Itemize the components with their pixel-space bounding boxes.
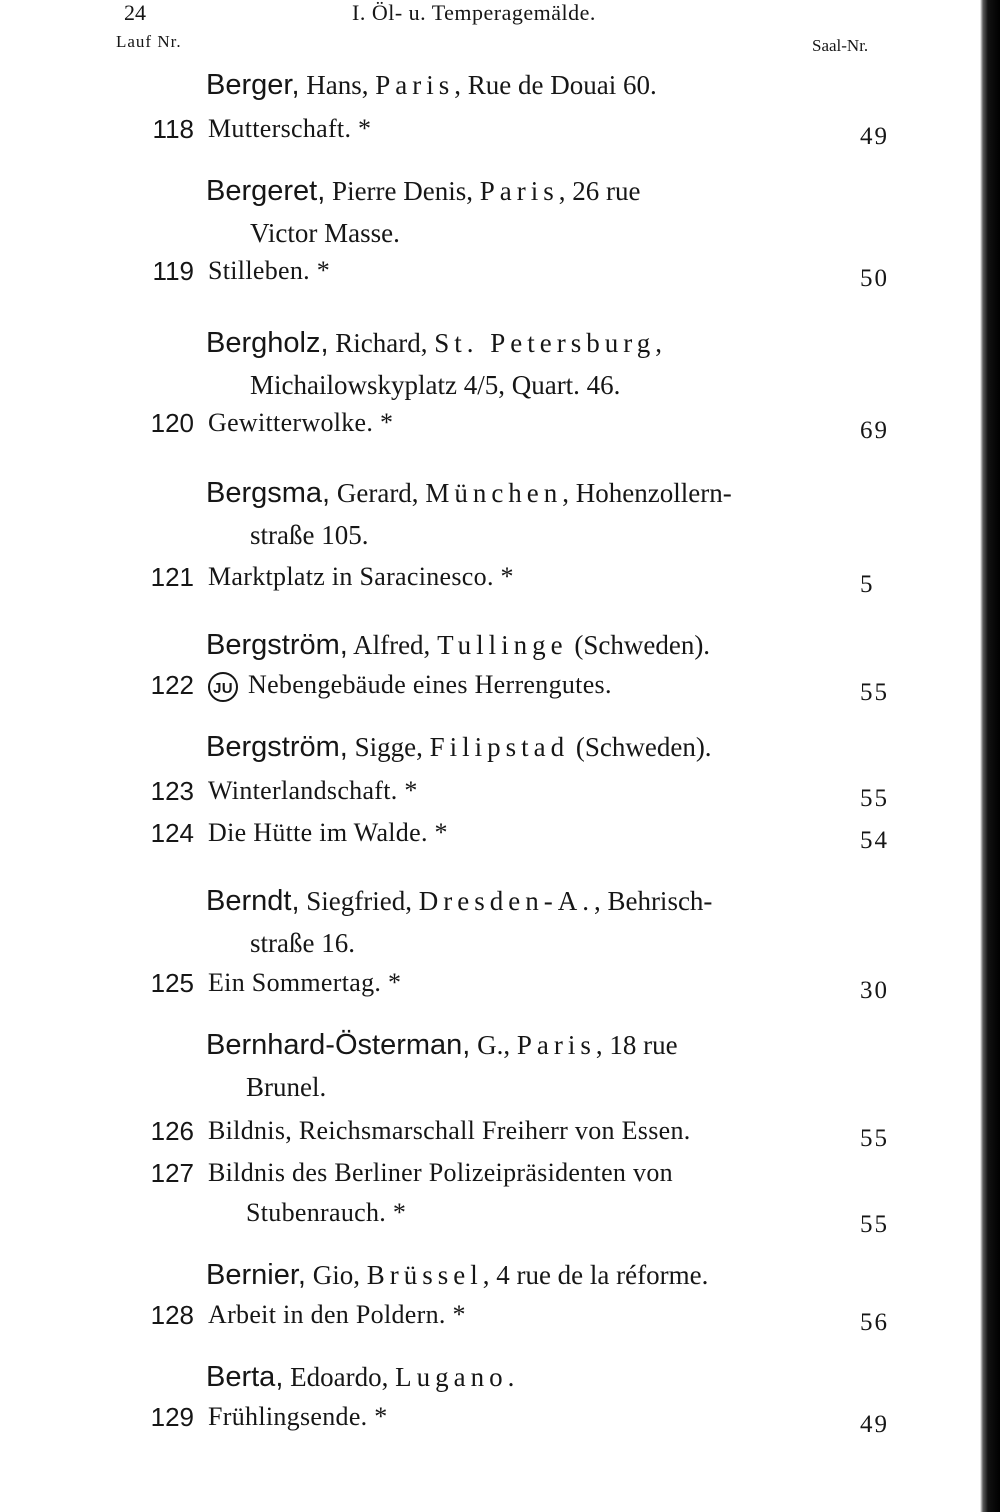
- artist-heading: [206, 472, 846, 556]
- artist-address-continued: straße 105.: [250, 520, 369, 550]
- work-title: Bildnis des Berliner Polizeipräsidenten von: [208, 1158, 673, 1187]
- artist-address: , Behrisch-: [593, 886, 713, 916]
- catalog-row: [0, 670, 960, 712]
- work-title-with-icon: [208, 670, 844, 702]
- work-title: Marktplatz in Saracinesco. *: [208, 562, 514, 591]
- book-spine-shadow: [962, 0, 1000, 1512]
- saal-number: 69: [860, 417, 889, 444]
- saal-number: 50: [860, 265, 889, 292]
- catalog-row: [0, 968, 960, 1010]
- artist-heading: [206, 880, 846, 964]
- artist-address-continued: Victor Masse.: [250, 218, 400, 248]
- lauf-number: 128: [150, 1300, 194, 1330]
- page-number: 24: [124, 0, 146, 25]
- lauf-number: 129: [150, 1402, 194, 1432]
- saal-nr-label: Saal-Nr.: [812, 36, 869, 55]
- artist-city: Filipstad: [429, 732, 570, 762]
- artist-details: Richard,: [335, 328, 435, 358]
- artist-heading: [206, 624, 846, 666]
- work-title: Nebengebäude eines Herrengutes.: [248, 670, 612, 699]
- ju-circle-icon: JU: [208, 672, 238, 702]
- artist-city: Lugano: [395, 1362, 508, 1392]
- artist-city: Dresden-A.: [418, 886, 594, 916]
- work-title: Gewitterwolke. *: [208, 408, 394, 437]
- saal-number: 30: [860, 977, 889, 1004]
- catalog-row: [0, 1402, 960, 1444]
- artist-details: Gerard,: [336, 478, 426, 508]
- artist-address: (Schweden).: [569, 732, 712, 762]
- work-title: Die Hütte im Walde. *: [208, 818, 448, 847]
- catalog-row: [0, 114, 960, 156]
- artist-city: Paris: [479, 176, 559, 206]
- catalog-row: [0, 818, 960, 860]
- artist-city: München: [425, 478, 563, 508]
- lauf-number: 120: [150, 408, 194, 438]
- artist-name: Bernier,: [206, 1259, 306, 1291]
- work-title: Stilleben. *: [208, 256, 331, 285]
- lauf-number: 119: [152, 256, 194, 286]
- artist-name: Berndt,: [206, 885, 300, 917]
- artist-details: Gio,: [312, 1260, 367, 1290]
- artist-heading: [206, 1024, 846, 1108]
- catalog-row: [0, 776, 960, 818]
- running-title: I. Öl- u. Temperagemälde.: [352, 0, 596, 25]
- lauf-nr-label: Lauf Nr.: [116, 32, 182, 51]
- artist-name: Berger,: [206, 69, 300, 101]
- saal-number: 56: [860, 1309, 889, 1336]
- artist-address: , 4 rue de la réforme.: [482, 1260, 709, 1290]
- artist-details: Siegfried,: [306, 886, 419, 916]
- work-title-block: [208, 1158, 844, 1228]
- work-title-continued: Stubenrauch. *: [246, 1198, 407, 1227]
- artist-city: St. Petersburg: [434, 328, 656, 358]
- artist-name: Bergeret,: [206, 175, 326, 207]
- saal-number: 54: [860, 827, 889, 854]
- artist-details: G.,: [477, 1030, 517, 1060]
- lauf-number: 122: [150, 670, 194, 700]
- lauf-number: 121: [150, 562, 194, 592]
- saal-number: 55: [860, 1125, 889, 1152]
- catalog-row: [0, 1300, 960, 1342]
- lauf-number: 126: [150, 1116, 194, 1146]
- artist-address: .: [507, 1362, 515, 1392]
- work-title: Arbeit in den Poldern. *: [208, 1300, 466, 1329]
- saal-number: 49: [860, 123, 889, 150]
- saal-number: 55: [860, 679, 889, 706]
- artist-heading: [206, 170, 846, 254]
- catalog-row: [0, 256, 960, 298]
- artist-heading: [206, 322, 846, 406]
- lauf-number: 125: [150, 968, 194, 998]
- artist-address-continued: Brunel.: [246, 1072, 327, 1102]
- artist-address: , Rue de Douai 60.: [454, 70, 657, 100]
- artist-address-continued: straße 16.: [250, 928, 355, 958]
- catalog-row: [0, 408, 960, 450]
- artist-city: Brüssel: [366, 1260, 483, 1290]
- artist-name: Bergholz,: [206, 327, 329, 359]
- artist-address: , 26 rue: [558, 176, 641, 206]
- artist-details: Edoardo,: [290, 1362, 396, 1392]
- page-header: [0, 0, 960, 62]
- artist-address: (Schweden).: [567, 630, 711, 660]
- saal-number: 55: [860, 785, 889, 812]
- work-title: Winterlandschaft. *: [208, 776, 418, 805]
- catalog-row: [0, 562, 960, 604]
- artist-city: Paris: [516, 1030, 596, 1060]
- artist-name: Bergsma,: [206, 477, 331, 509]
- lauf-number: 124: [150, 818, 194, 848]
- artist-address: ,: [655, 328, 663, 358]
- saal-number: 49: [860, 1411, 889, 1438]
- artist-address-continued: Michailowskyplatz 4/5, Quart. 46.: [250, 370, 621, 400]
- lauf-number: 127: [150, 1158, 194, 1188]
- catalog-row: [0, 1116, 960, 1158]
- artist-address: , 18 rue: [595, 1030, 678, 1060]
- artist-heading: [206, 726, 846, 768]
- artist-name: Bernhard-Österman,: [206, 1029, 471, 1061]
- lauf-number: 123: [150, 776, 194, 806]
- work-title: Bildnis, Reichsmarschall Freiherr von Essen.: [208, 1116, 691, 1145]
- lauf-number: 118: [152, 114, 194, 144]
- artist-details: Hans,: [306, 70, 376, 100]
- artist-heading: [206, 64, 846, 106]
- artist-address: , Hohenzollern-: [562, 478, 732, 508]
- saal-number: 5: [860, 571, 875, 598]
- artist-details: Pierre Denis,: [332, 176, 480, 206]
- catalog-row: [0, 1158, 960, 1242]
- artist-name: Bergström,: [206, 629, 348, 661]
- work-title: Mutterschaft. *: [208, 114, 372, 143]
- artist-city: Tullinge: [437, 630, 568, 660]
- work-title: Frühlingsende. *: [208, 1402, 388, 1431]
- artist-details: Sigge,: [354, 732, 430, 762]
- artist-name: Berta,: [206, 1361, 284, 1393]
- artist-details: Alfred,: [353, 630, 438, 660]
- artist-heading: [206, 1254, 846, 1296]
- artist-name: Bergström,: [206, 731, 348, 763]
- artist-city: Paris: [375, 70, 455, 100]
- artist-heading: [206, 1356, 846, 1398]
- work-title: Ein Sommertag. *: [208, 968, 402, 997]
- saal-number: 55: [860, 1211, 889, 1238]
